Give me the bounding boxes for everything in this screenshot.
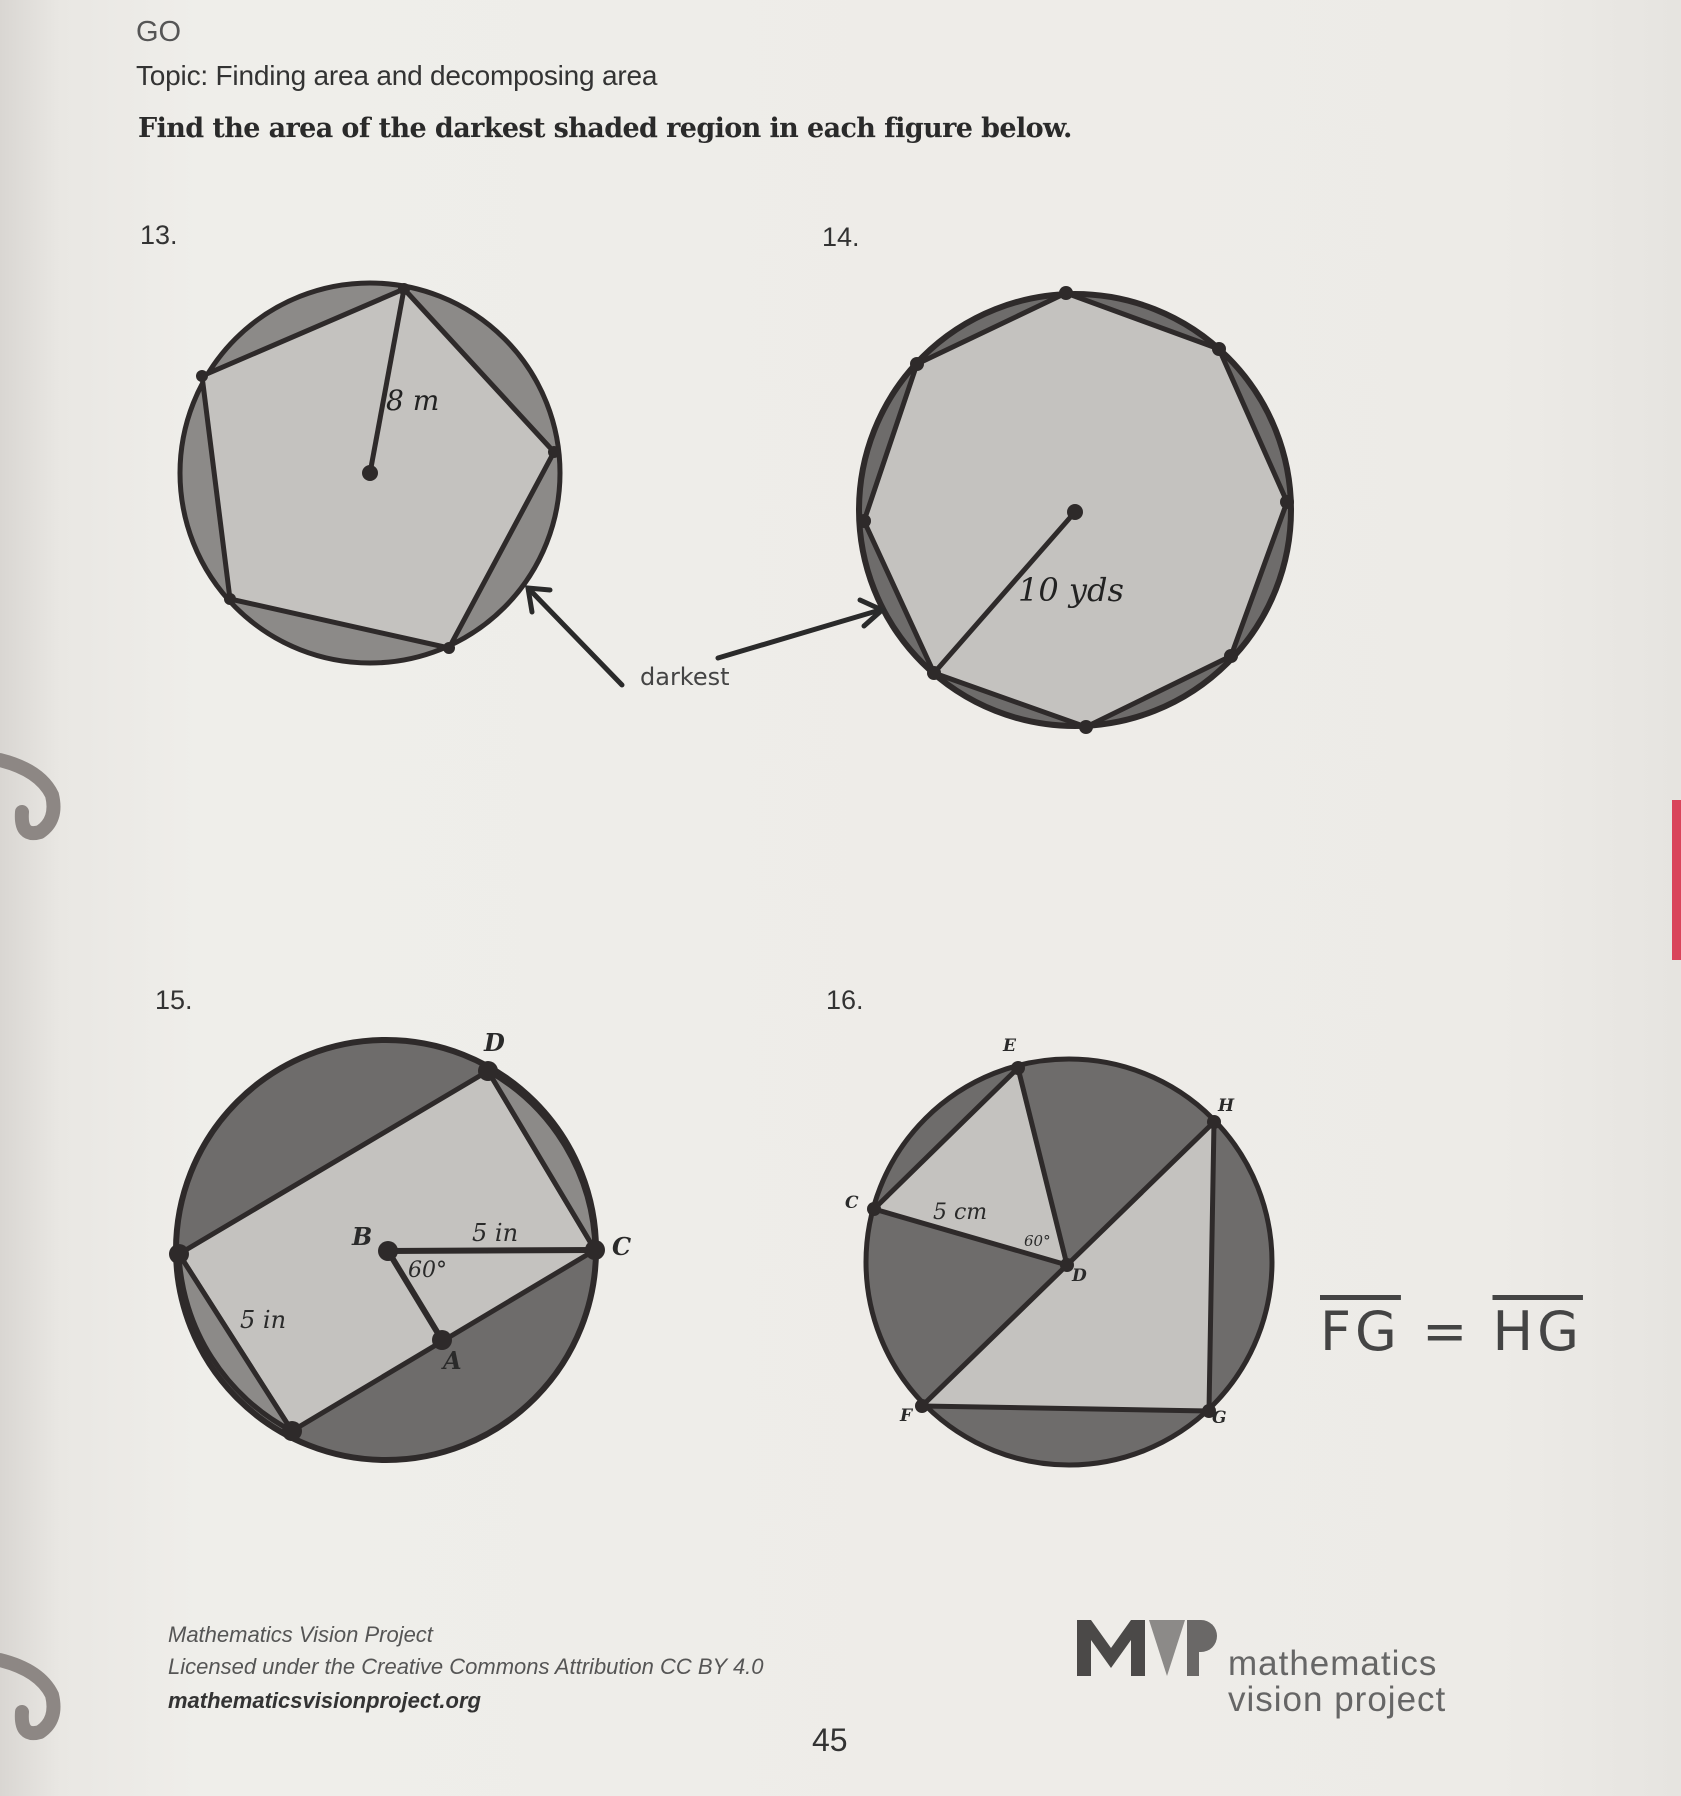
footer-url[interactable]: mathematicsvisionproject.org: [168, 1688, 481, 1713]
red-tab: [1672, 800, 1681, 960]
figure-14: [857, 286, 1294, 734]
svg-text:8 m: 8 m: [386, 384, 440, 417]
point-a-label: A: [443, 1346, 462, 1375]
angle-label-16: 60°: [1024, 1232, 1051, 1250]
binder-ring-icon: [0, 760, 54, 1733]
problem-13-number: 13.: [140, 220, 178, 250]
point-h-label: H: [1218, 1096, 1235, 1116]
point-c-label-16: C: [845, 1193, 859, 1213]
figure-15: [169, 1040, 605, 1460]
problem-14-number: 14.: [822, 222, 860, 252]
angle-label-15: 60°: [408, 1258, 447, 1283]
footer-org: Mathematics Vision Project: [168, 1622, 433, 1647]
topic-line: Topic: Finding area and decomposing area: [136, 60, 658, 91]
instruction: Find the area of the darkest shaded region in each figure below.: [138, 113, 1072, 144]
page-number: 45: [812, 1722, 848, 1758]
footer-license: Licensed under the Creative Commons Attribution CC BY 4.0: [168, 1654, 764, 1679]
side-length-label: 5 in: [240, 1306, 287, 1334]
problem-15-number: 15.: [155, 985, 193, 1015]
mvp-logo-icon: [1077, 1620, 1217, 1676]
segment-hg: $\overline{HG}$: [1492, 1300, 1583, 1363]
bc-length-label: 5 in: [472, 1219, 519, 1247]
logo-line-1: mathematics: [1228, 1644, 1438, 1683]
point-d-label-16: D: [1072, 1266, 1087, 1286]
cd-length-label: 5 cm: [933, 1200, 988, 1225]
point-b-label: B: [352, 1222, 373, 1251]
handwritten-note: [1320, 1300, 1583, 1363]
problem-16-number: 16.: [826, 985, 864, 1015]
figure-13: [180, 283, 560, 663]
segment-fg: $\overline{FG}$: [1320, 1300, 1401, 1363]
point-f-label: F: [900, 1406, 913, 1426]
equals-sign: =: [1422, 1300, 1472, 1363]
point-d-label: D: [484, 1028, 505, 1057]
darkest-callout: darkest: [640, 663, 730, 691]
point-e-label: E: [1003, 1036, 1016, 1056]
figure-16: [866, 1059, 1272, 1465]
point-c-label: C: [612, 1232, 632, 1261]
point-g-label: G: [1212, 1408, 1227, 1428]
logo-line-2: vision project: [1228, 1680, 1447, 1719]
svg-text:10 yds: 10 yds: [1018, 571, 1124, 609]
section-label: GO: [136, 16, 182, 48]
